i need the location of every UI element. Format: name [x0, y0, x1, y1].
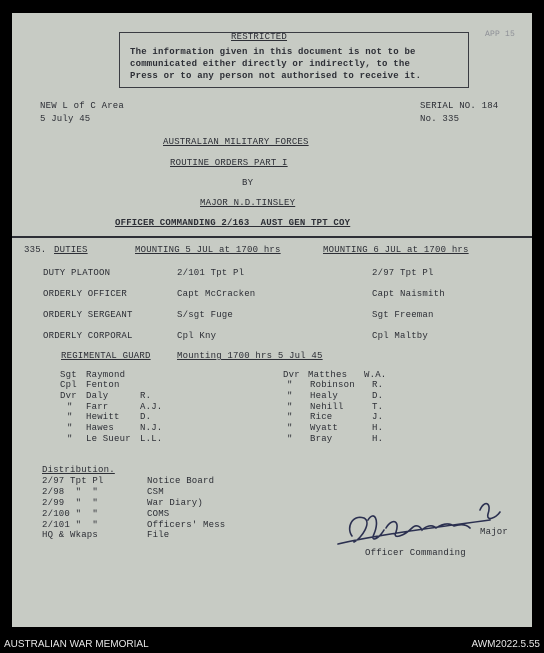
guard-rank: Cpl [60, 380, 77, 390]
officer-name: MAJOR N.D.TINSLEY [200, 198, 296, 208]
guard-name: Healy [310, 391, 339, 401]
guard-rank: " [287, 434, 293, 444]
distribution-to: HQ & Wkaps [42, 530, 99, 540]
guard-initials: L.L. [140, 434, 163, 444]
guard-name: Bray [310, 434, 333, 444]
guard-name: Rice [310, 412, 333, 422]
duty-value-col-1: S/sgt Fuge [177, 310, 234, 320]
guard-name: Wyatt [310, 423, 339, 433]
duties-col-1-heading: MOUNTING 5 JUL at 1700 hrs [135, 245, 281, 255]
notice-line-1: The information given in this document is not to be [130, 47, 416, 57]
document-page [12, 13, 532, 627]
guard-initials: D. [372, 391, 384, 401]
guard-initials: J. [372, 412, 384, 422]
guard-rank: Dvr [283, 370, 300, 380]
area-text: NEW L of C Area [40, 101, 125, 111]
item-number: 335. [24, 245, 47, 255]
guard-initials: R. [140, 391, 152, 401]
guard-rank: " [287, 391, 293, 401]
duty-value-col-2: Cpl Maltby [372, 331, 429, 341]
guard-name: Hawes [86, 423, 115, 433]
guard-name: Matthes [308, 370, 348, 380]
distribution-to: 2/98 " " [42, 487, 99, 497]
by-text: BY [242, 178, 254, 188]
footer-source: AUSTRALIAN WAR MEMORIAL [4, 639, 149, 650]
guard-initials: N.J. [140, 423, 163, 433]
guard-rank: " [287, 412, 293, 422]
title-line-2: ROUTINE ORDERS PART I [170, 158, 288, 168]
guard-rank: " [67, 412, 73, 422]
distribution-heading: Distribution. [42, 465, 115, 475]
duty-value-col-1: Cpl Kny [177, 331, 217, 341]
duty-label: ORDERLY SERGEANT [43, 310, 133, 320]
margin-note: APP 15 [485, 30, 516, 39]
distribution-what: File [147, 530, 170, 540]
divider-line [12, 236, 532, 238]
order-number: No. 335 [420, 114, 460, 124]
guard-name: Fenton [86, 380, 120, 390]
guard-initials: H. [372, 434, 384, 444]
guard-mounting: Mounting 1700 hrs 5 Jul 45 [177, 351, 323, 361]
guard-rank: " [287, 402, 293, 412]
guard-initials: D. [140, 412, 152, 422]
duty-value-col-1: 2/101 Tpt Pl [177, 268, 245, 278]
handwritten-signature [330, 490, 512, 550]
duty-value-col-2: Sgt Freeman [372, 310, 434, 320]
guard-name: Farr [86, 402, 109, 412]
guard-rank: " [287, 423, 293, 433]
distribution-what: COMS [147, 509, 170, 519]
guard-rank: Sgt [60, 370, 77, 380]
duty-value-col-1: Capt McCracken [177, 289, 256, 299]
title-line-1: AUSTRALIAN MILITARY FORCES [163, 137, 309, 147]
serial-number: SERIAL NO. 184 [420, 101, 499, 111]
guard-rank: " [287, 380, 293, 390]
distribution-what: Notice Board [147, 476, 215, 486]
guard-initials: W.A. [364, 370, 387, 380]
distribution-to: 2/101 " " [42, 520, 99, 530]
guard-rank: " [67, 402, 73, 412]
guard-initials: T. [372, 402, 384, 412]
guard-name: Robinson [310, 380, 355, 390]
duty-label: ORDERLY OFFICER [43, 289, 128, 299]
footer-reference: AWM2022.5.55 [471, 639, 540, 650]
distribution-what: Officers' Mess [147, 520, 226, 530]
guard-initials: R. [372, 380, 384, 390]
guard-rank: " [67, 434, 73, 444]
distribution-to: 2/100 " " [42, 509, 99, 519]
distribution-what: War Diary) [147, 498, 204, 508]
signature-rank: Major [480, 527, 509, 537]
duty-value-col-2: 2/97 Tpt Pl [372, 268, 434, 278]
duty-label: DUTY PLATOON [43, 268, 111, 278]
guard-name: Nehill [310, 402, 344, 412]
notice-line-2: communicated either directly or indirectly, to the [130, 59, 411, 69]
guard-rank: " [67, 423, 73, 433]
guard-name: Hewitt [86, 412, 120, 422]
distribution-to: 2/99 " " [42, 498, 99, 508]
guard-name: Le Sueur [86, 434, 131, 444]
duty-value-col-2: Capt Naismith [372, 289, 445, 299]
notice-line-3: Press or to any person not authorised to receive it. [130, 71, 422, 81]
restricted-label: RESTRICTED [231, 32, 288, 42]
duty-label: ORDERLY CORPORAL [43, 331, 133, 341]
date-text: 5 July 45 [40, 114, 91, 124]
guard-initials: A.J. [140, 402, 163, 412]
guard-name: Daly [86, 391, 109, 401]
signature-title: Officer Commanding [365, 548, 466, 558]
guard-heading: REGIMENTAL GUARD [61, 351, 151, 361]
duties-heading: DUTIES [54, 245, 88, 255]
distribution-to: 2/97 Tpt Pl [42, 476, 104, 486]
guard-rank: Dvr [60, 391, 77, 401]
unit-title: OFFICER COMMANDING 2/163 AUST GEN TPT COY [115, 218, 351, 228]
distribution-what: CSM [147, 487, 164, 497]
guard-name: Raymond [86, 370, 126, 380]
guard-initials: H. [372, 423, 384, 433]
duties-col-2-heading: MOUNTING 6 JUL at 1700 hrs [323, 245, 469, 255]
